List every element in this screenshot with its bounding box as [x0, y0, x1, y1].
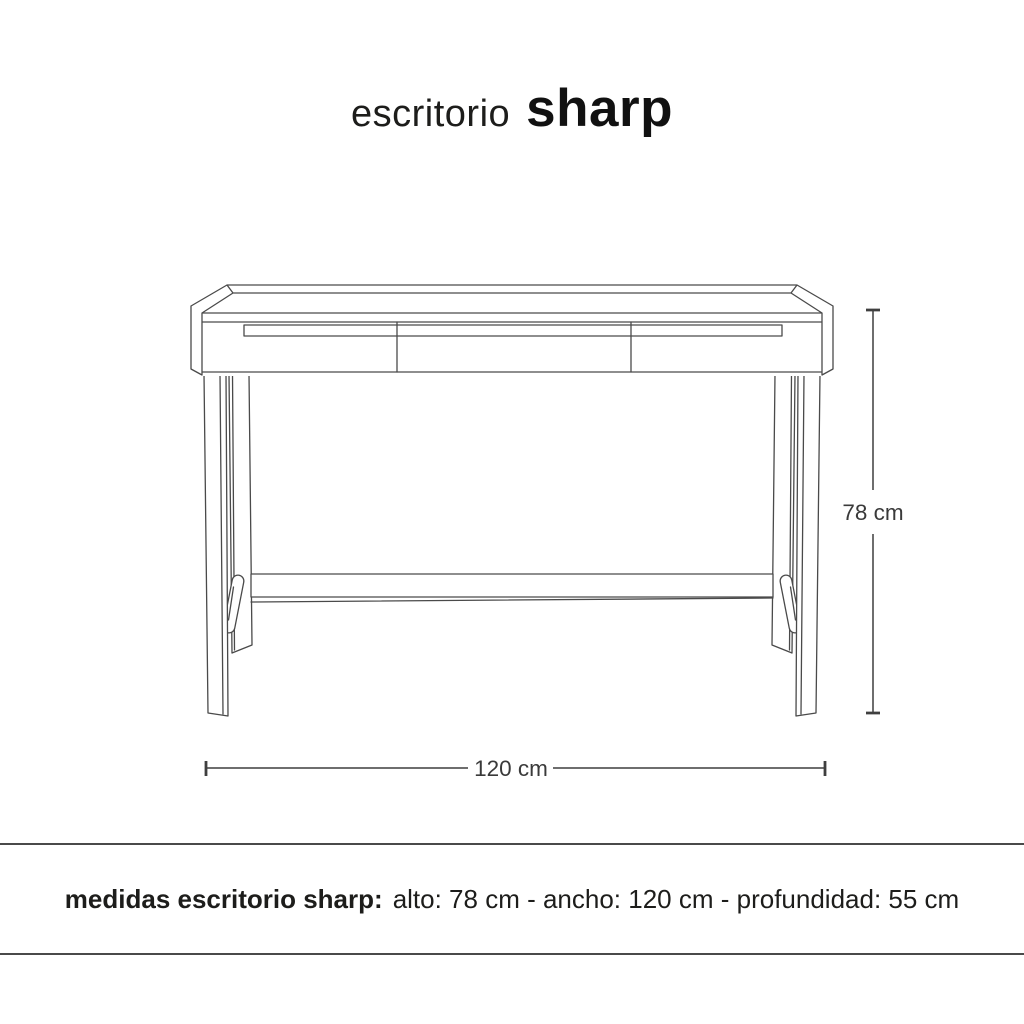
height-dimension-label: 78 cm — [842, 500, 904, 525]
dimensions-footer — [0, 843, 1024, 955]
desk-brace-right — [786, 581, 796, 627]
desk-stretcher-bottom-edge — [251, 598, 773, 602]
desk-stretcher-bar — [251, 574, 773, 597]
product-name-label: sharp — [526, 79, 673, 138]
drawer-handle-groove — [244, 325, 782, 336]
product-type-label: escritorio — [351, 93, 511, 135]
desk-drawing — [191, 285, 833, 716]
width-dimension-label: 120 cm — [474, 756, 548, 781]
footer-dimensions-label: medidas escritorio sharp: — [64, 883, 383, 914]
desk-leg-front-right — [796, 374, 820, 716]
desk-brace-left — [229, 581, 239, 627]
desk-leg-front-left — [204, 374, 228, 716]
footer-dimensions-value: alto: 78 cm - ancho: 120 cm - profundidad: 55 cm — [392, 883, 960, 914]
